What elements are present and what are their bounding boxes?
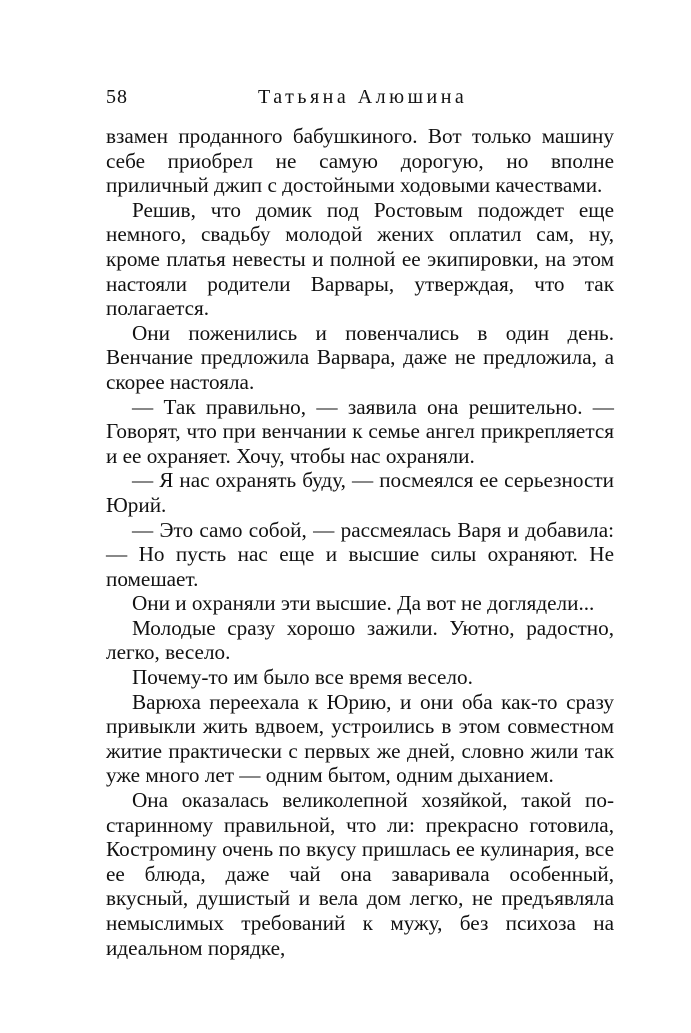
paragraph: Они и охраняли эти высшие. Да вот не доглядели... [132,591,595,616]
paragraph: Они поженились и повенчались в один день. Венчание предложила Варвара, даже не предложила, а скорее настояла. [106,320,614,394]
paragraph-continued: взамен проданного бабушкиного. Вот только машину себе приобрел не самую дорогую, но вполне приличный джип с достойными ходовыми качествами. [106,124,614,198]
dialogue-paragraph: — Я нас охранять буду, — посмеялся ее серьезности Юрий. [106,468,614,517]
page-header [106,86,614,116]
paragraph: Варюха переехала к Юрию, и они оба как-то сразу привыкли жить вдвоем, устроились в этом совместном житие практически с первых же дней, словно жили так уже много лет — одним бытом, одним дыханием. [106,689,614,788]
dialogue-paragraph: — Так правильно, — заявила она решительно. — Говорят, что при венчании к семье ангел прикрепляется и ее охраняет. Хочу, чтобы нас охраняли. [106,394,614,468]
paragraph: Почему-то им было все время весело. [132,665,473,690]
dialogue-paragraph: — Это само собой, — рассмеялась Варя и добавила: — Но пусть нас еще и высшие силы охраняют. Не помешает. [106,517,614,591]
page-number: 58 [106,86,128,108]
paragraph: Она оказалась великолепной хозяйкой, такой по-старинному правильной, что ли: прекрасно готовила, Костромину очень по вкусу пришлась ее кулинария, все ее блюда, даже чай она заваривала особенный, вкусный, душистый и вела дом легко, не предъявляла немыслимых требований к мужу, без психоза на идеальном порядке, [106,788,614,960]
page-body-text [106,124,614,960]
running-title-author: Татьяна Алюшина [258,86,468,108]
paragraph: Молодые сразу хорошо зажили. Уютно, радостно, легко, весело. [106,615,614,665]
paragraph: Решив, что домик под Ростовым подождет еще немного, свадьбу молодой жених оплатил сам, ну, кроме платья невесты и полной ее экипировки, на этом настояли родители Варвары, утверждая, что так полагается. [106,197,614,321]
